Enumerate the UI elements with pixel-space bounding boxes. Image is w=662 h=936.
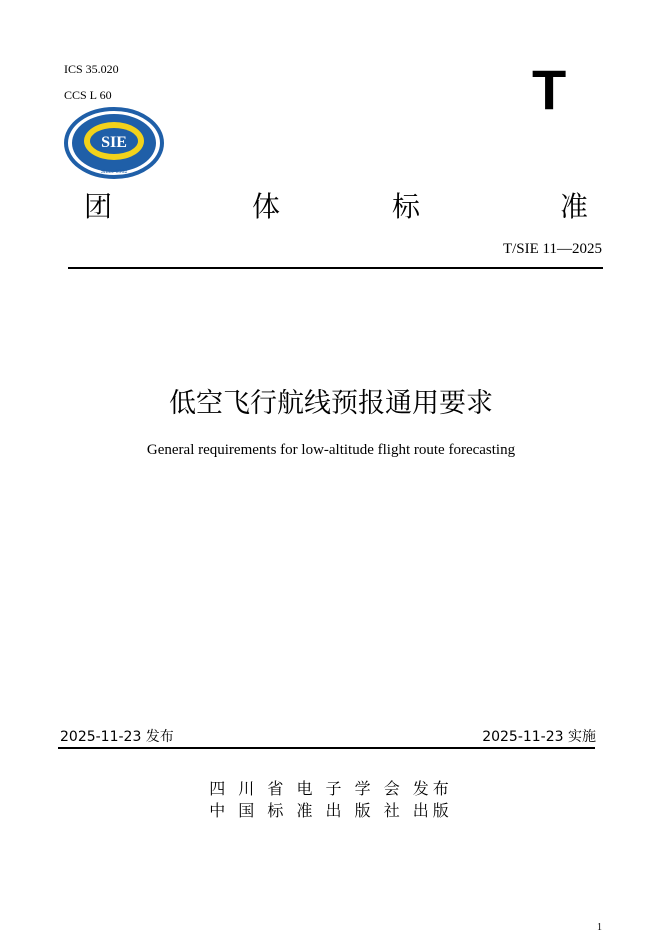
standard-type-letter: T <box>532 58 567 121</box>
ics-code: ICS 35.020 <box>64 62 119 76</box>
implement-date: 2025-11-23 实施 <box>482 729 596 745</box>
publish-date: 2025-11-23 发布 <box>60 729 174 745</box>
ccs-code: CCS L 60 <box>64 88 112 102</box>
sie-logo <box>64 107 164 179</box>
footer-divider <box>58 747 595 749</box>
standard-type-char-1: 团 <box>84 190 113 223</box>
standard-type-char-2: 体 <box>252 190 281 223</box>
printer-line: 中 国 标 准 出 版 社 出版 <box>209 801 453 820</box>
publisher-line: 四 川 省 电 子 学 会 发布 <box>209 779 453 798</box>
standard-type-char-3: 标 <box>392 190 421 223</box>
standard-number: T/SIE 11—2025 <box>502 241 602 257</box>
logo-text: SIE <box>101 134 127 151</box>
logo-since-text: Since 1962 <box>100 169 128 175</box>
page-number: 1 <box>597 922 602 933</box>
standard-type-char-4: 准 <box>560 190 589 223</box>
title-chinese: 低空飞行航线预报通用要求 <box>169 388 493 419</box>
header-divider <box>68 267 603 269</box>
title-english: General requirements for low-altitude flight route forecasting <box>146 442 516 458</box>
